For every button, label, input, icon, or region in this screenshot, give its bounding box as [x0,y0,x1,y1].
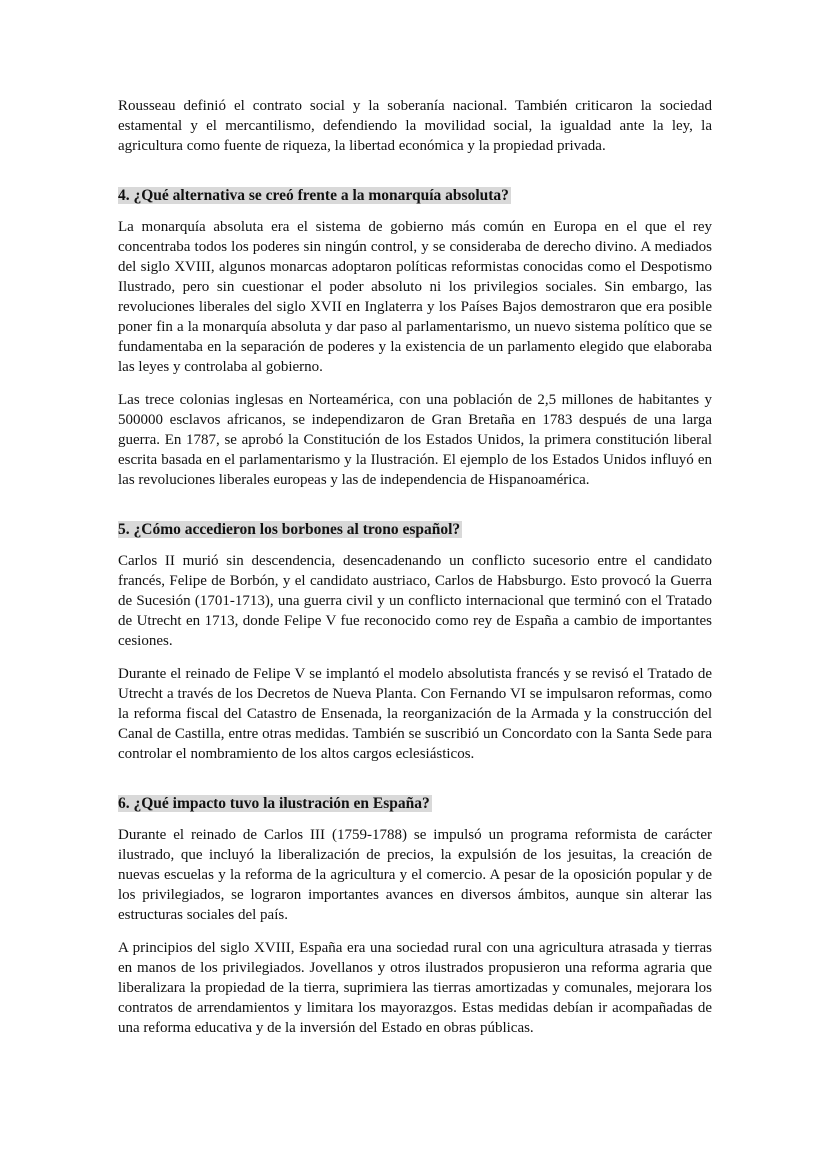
paragraph-section-6a: Durante el reinado de Carlos III (1759-1788) se impulsó un programa reformista de carácter ilustrado, que incluyó la liberalización de precios, la expulsión de los jesuitas, la creación de nuevas escuelas y la reforma de la agricultura y el comercio. A pesar de la oposición popular y de los privilegiados, se lograron importantes avances en diversos ámbitos, aunque sin alterar las estructuras sociales del país. [118,827,712,923]
heading-text: 6. ¿Qué impacto tuvo la ilustración en España? [118,795,430,812]
heading-text: 5. ¿Cómo accedieron los borbones al trono español? [118,521,461,538]
heading-section-4 [118,186,712,206]
heading-section-5 [118,520,712,540]
paragraph-section-6b: A principios del siglo XVIII, España era una sociedad rural con una agricultura atrasada y tierras en manos de los privilegiados. Jovellanos y otros ilustrados propusieron una reforma agraria que liberalizara la propiedad de la tierra, suprimiera las tierras amortizadas y comunales, mejorara los contratos de arrendamientos y limitara los mayorazgos. Estas medidas debían ir acompañadas de una reforma educativa y de la inversión del Estado en obras públicas. [118,940,712,1036]
paragraph-section-4a: La monarquía absoluta era el sistema de gobierno más común en Europa en el que el rey concentraba todos los poderes sin ningún control, y se consideraba de derecho divino. A mediados del siglo XVIII, algunos monarcas adoptaron políticas reformistas conocidas como el Despotismo Ilustrado, pero sin cuestionar el poder absoluto ni los privilegios sociales. Sin embargo, las revoluciones liberales del siglo XVII en Inglaterra y los Países Bajos demostraron que era posible poner fin a la monarquía absoluta y dar paso al parlamentarismo, un nuevo sistema político que se fundamentaba en la separación de poderes y la existencia de un parlamento elegido que elaboraba las leyes y controlaba al gobierno. [118,219,712,375]
heading-section-6 [118,794,712,814]
paragraph-section-5a: Carlos II murió sin descendencia, desencadenando un conflicto sucesorio entre el candidato francés, Felipe de Borbón, y el candidato austriaco, Carlos de Habsburgo. Esto provocó la Guerra de Sucesión (1701-1713), una guerra civil y un conflicto internacional que terminó con el Tratado de Utrecht en 1713, donde Felipe V fue reconocido como rey de España a cambio de importantes cesiones. [118,553,712,649]
paragraph-intro: Rousseau definió el contrato social y la soberanía nacional. También criticaron la sociedad estamental y el mercantilismo, defendiendo la movilidad social, la igualdad ante la ley, la agricultura como fuente de riqueza, la libertad económica y la propiedad privada. [118,98,712,154]
paragraph-section-4b: Las trece colonias inglesas en Norteamérica, con una población de 2,5 millones de habitantes y 500000 esclavos africanos, se independizaron de Gran Bretaña en 1783 después de una larga guerra. En 1787, se aprobó la Constitución de los Estados Unidos, la primera constitución liberal escrita basada en el parlamentarismo y la Ilustración. El ejemplo de los Estados Unidos influyó en las revoluciones liberales europeas y las de independencia de Hispanoamérica. [118,392,712,488]
heading-text: 4. ¿Qué alternativa se creó frente a la monarquía absoluta? [118,187,509,204]
paragraph-section-5b: Durante el reinado de Felipe V se implantó el modelo absolutista francés y se revisó el Tratado de Utrecht a través de los Decretos de Nueva Planta. Con Fernando VI se impulsaron reformas, como la reforma fiscal del Catastro de Ensenada, la reorganización de la Armada y la construcción del Canal de Castilla, entre otras medidas. También se suscribió un Concordato con la Santa Sede para controlar el nombramiento de los altos cargos eclesiásticos. [118,666,712,762]
